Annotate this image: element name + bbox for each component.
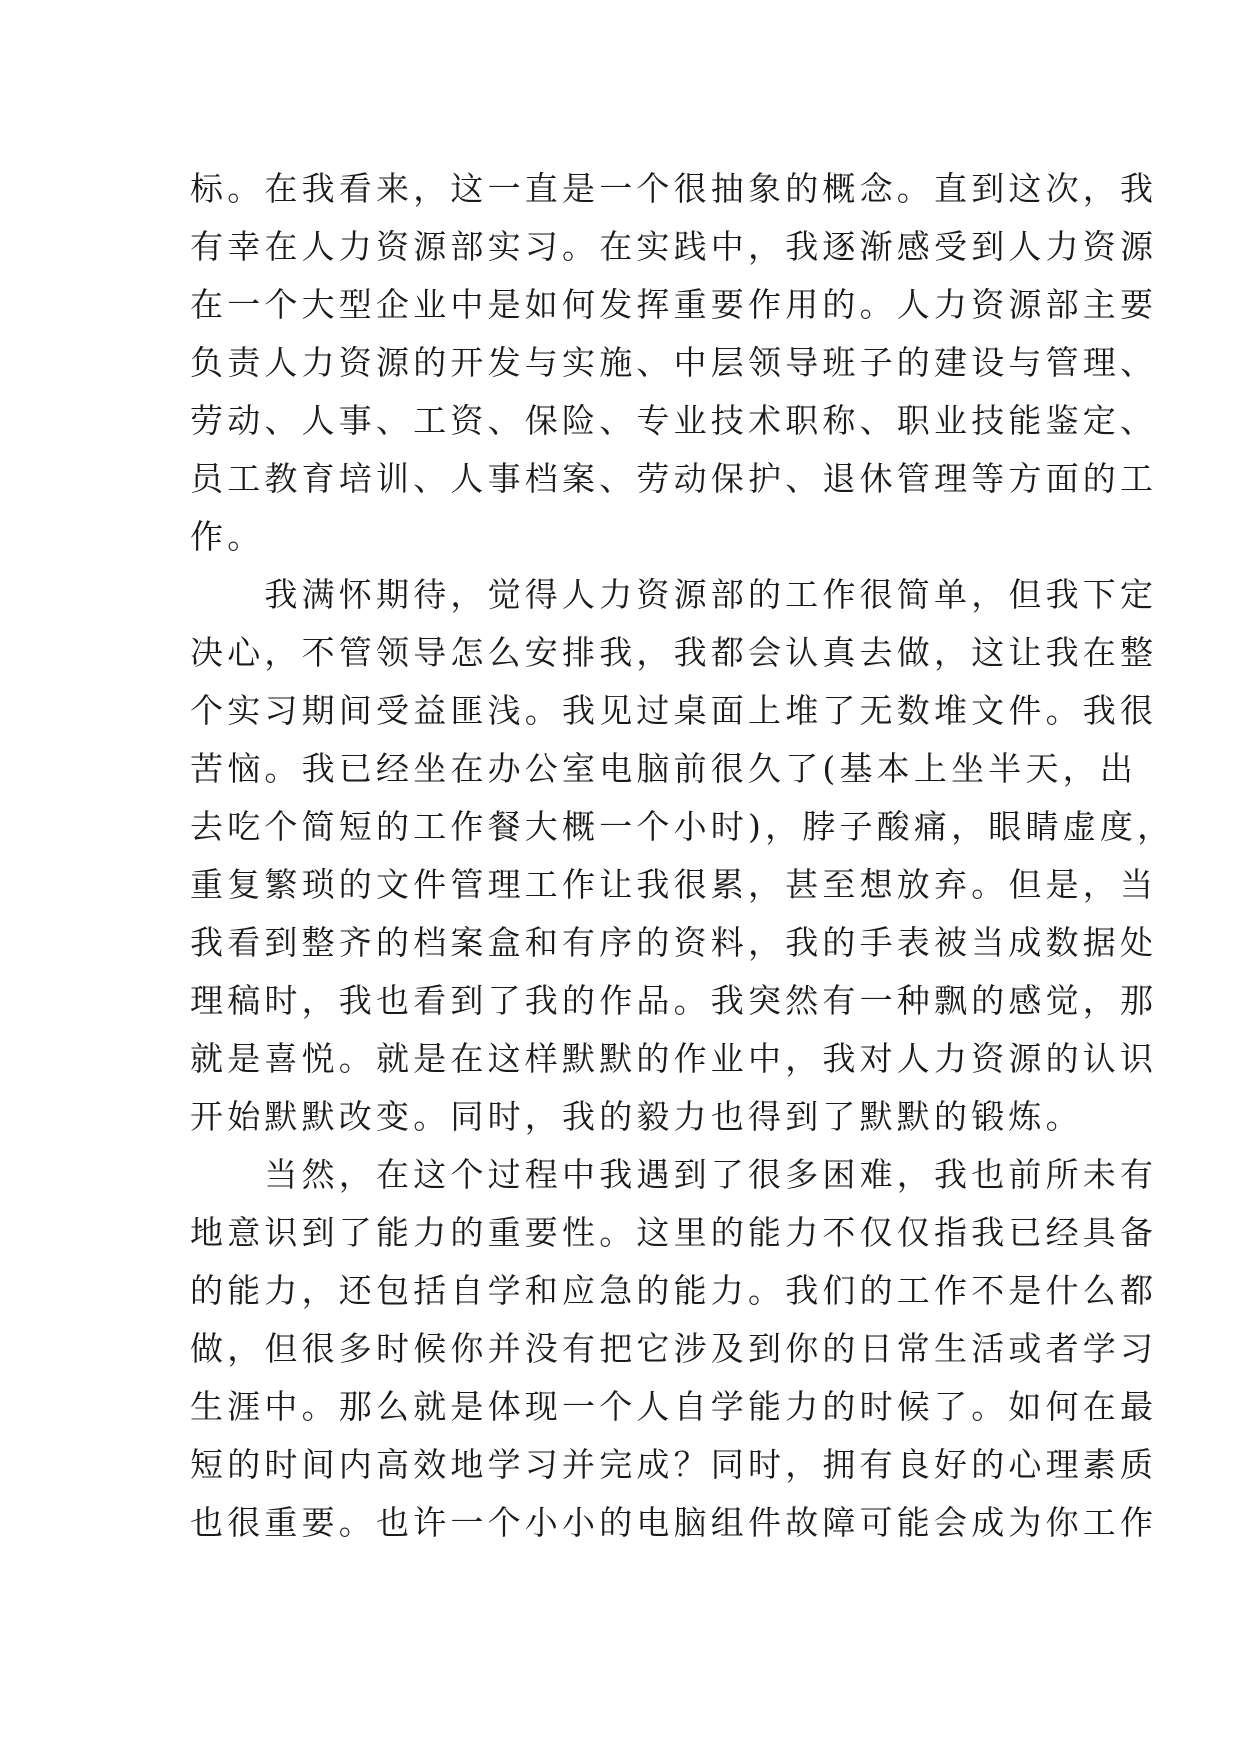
text-line: 我满怀期待，觉得人力资源部的工作很简单，但我下定 <box>190 575 1158 614</box>
text-line: 在一个大型企业中是如何发挥重要作用的。人力资源部主要 <box>190 285 1158 324</box>
text-line: 员工教育培训、人事档案、劳动保护、退休管理等方面的工 <box>190 459 1158 498</box>
text-line: 我看到整齐的档案盒和有序的资料，我的手表被当成数据处 <box>190 923 1158 962</box>
text-line: 作。 <box>190 517 265 556</box>
text-line: 去吃个简短的工作餐大概一个小时)，脖子酸痛，眼睛虚度， <box>190 807 1175 846</box>
text-line: 开始默默改变。同时，我的毅力也得到了默默的锻炼。 <box>190 1097 1083 1136</box>
text-line: 苦恼。我已经坐在办公室电脑前很久了(基本上坐半天，出 <box>190 749 1138 788</box>
text-line: 地意识到了能力的重要性。这里的能力不仅仅指我已经具备 <box>190 1213 1158 1252</box>
text-line: 有幸在人力资源部实习。在实践中，我逐渐感受到人力资源 <box>190 227 1158 266</box>
text-line: 也很重要。也许一个小小的电脑组件故障可能会成为你工作 <box>190 1503 1158 1542</box>
text-line: 就是喜悦。就是在这样默默的作业中，我对人力资源的认识 <box>190 1039 1158 1078</box>
body-text <box>190 160 1175 1552</box>
text-line: 标。在我看来，这一直是一个很抽象的概念。直到这次，我 <box>190 169 1158 208</box>
text-line: 理稿时，我也看到了我的作品。我突然有一种飘的感觉，那 <box>190 981 1158 1020</box>
text-line: 做，但很多时候你并没有把它涉及到你的日常生活或者学习 <box>190 1329 1158 1368</box>
text-line: 的能力，还包括自学和应急的能力。我们的工作不是什么都 <box>190 1271 1158 1310</box>
text-line: 生涯中。那么就是体现一个人自学能力的时候了。如何在最 <box>190 1387 1158 1426</box>
text-line: 负责人力资源的开发与实施、中层领导班子的建设与管理、 <box>190 343 1158 382</box>
text-line: 重复繁琐的文件管理工作让我很累，甚至想放弃。但是，当 <box>190 865 1158 904</box>
text-line: 劳动、人事、工资、保险、专业技术职称、职业技能鉴定、 <box>190 401 1158 440</box>
text-line: 短的时间内高效地学习并完成？同时，拥有良好的心理素质 <box>190 1445 1158 1484</box>
text-line: 个实习期间受益匪浅。我见过桌面上堆了无数堆文件。我很 <box>190 691 1158 730</box>
text-line: 决心，不管领导怎么安排我，我都会认真去做，这让我在整 <box>190 633 1158 672</box>
text-line: 当然，在这个过程中我遇到了很多困难，我也前所未有 <box>190 1155 1158 1194</box>
